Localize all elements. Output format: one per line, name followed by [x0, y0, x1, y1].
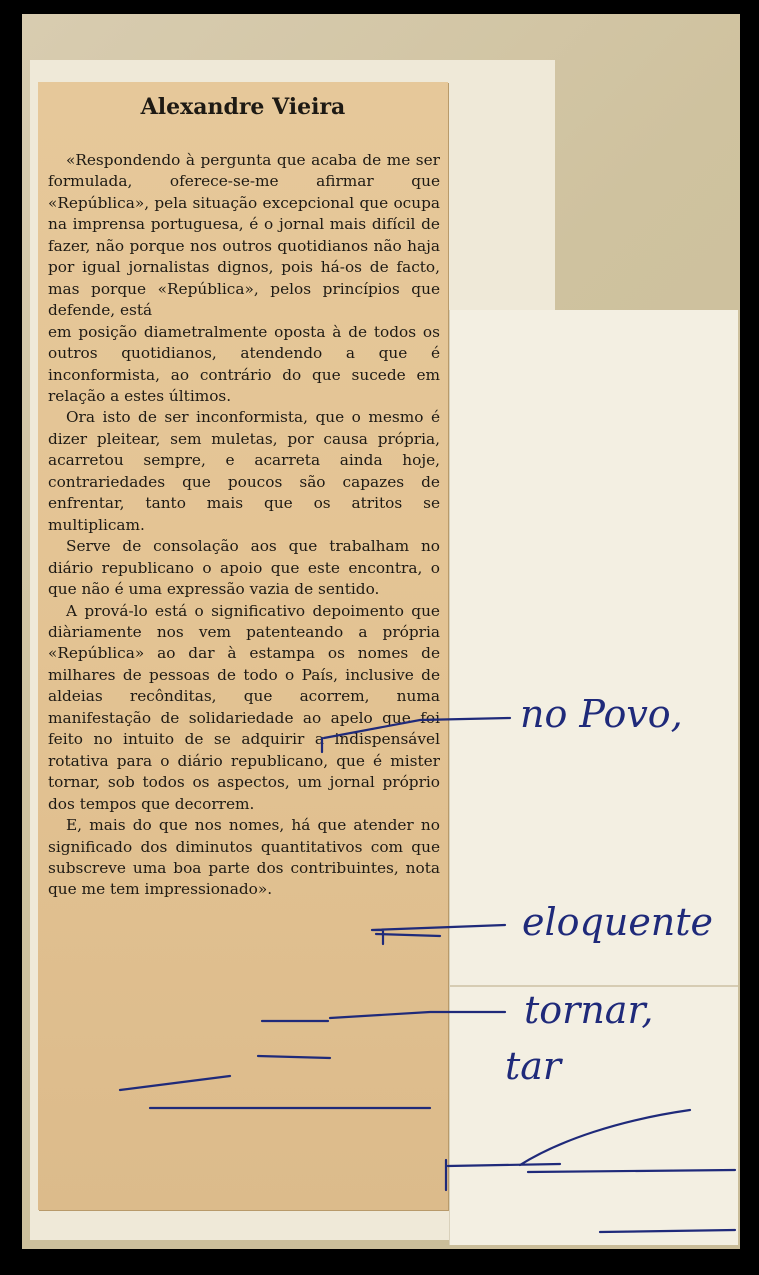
- paragraph-4: Serve de consolação aos que trabalham no diário republicano o apoio que este encontra, o que não é uma expressão vazia de sentido.: [48, 537, 440, 599]
- annotation-eloquente: eloquente: [522, 900, 714, 944]
- strike-de-so: [376, 934, 440, 936]
- insert-mark-tar: [120, 1056, 330, 1090]
- annotation-tar: tar: [505, 1044, 562, 1088]
- paragraph-2: em posição diametralmente oposta à de todos os outros quotidianos, atendendo a que é inconformista, ao contrário do que sucede em relação a estes últimos.: [48, 322, 440, 405]
- insert-mark-tornar: [330, 1012, 505, 1018]
- paragraph-6: E, mais do que nos nomes, há que atender no significado dos diminutos quantitativos com que subscreve uma boa parte dos contribuintes, nota que me tem impressionado».: [48, 816, 440, 899]
- curve-bottom: [520, 1110, 690, 1165]
- paragraph-3: Ora isto de ser inconformista, que o mesmo é dizer pleitear, sem muletas, por causa própria, acarretou sempre, e acarreta ainda hoje, contrariedades que poucos são capazes de enfrentar, tanto mais que os atritos se multiplicam.: [48, 408, 440, 534]
- insert-mark-povo: [322, 718, 510, 752]
- annotation-tornar: tornar,: [524, 988, 654, 1032]
- strike-bottom-1: [528, 1170, 735, 1172]
- clipping-title: Alexandre Vieira: [140, 94, 346, 120]
- strike-bottom-2: [600, 1230, 735, 1232]
- paragraph-5: A prová-lo está o significativo depoimento que diàriamente nos vem patenteando a própria «República» ao dar à estampa os nomes de milhares de pessoas de todo o País, inclusive de aldeias recônditas, que acorrem, numa manifestação de solidariedade ao apelo que foi feito no intuito de se adquirir a indispensável rotativa para o diário republicano, que é mister tornar, sob todos os aspectos, um jornal próprio dos tempos que decorrem.: [48, 601, 440, 813]
- annotation-no-povo: no Povo,: [520, 692, 683, 736]
- paragraph-1: «Respondendo à pergunta que acaba de me ser formulada, oferece-se-me afirmar que «República», pela situação excepcional que ocupa na imprensa portuguesa, é o jornal mais difícil de fazer, não porque nos outros quotidianos não haja por igual jornalistas dignos, pois há-os de facto, mas porque «República», pelos princípios que defende, está: [48, 151, 440, 320]
- insert-mark-bottom: [446, 1160, 560, 1190]
